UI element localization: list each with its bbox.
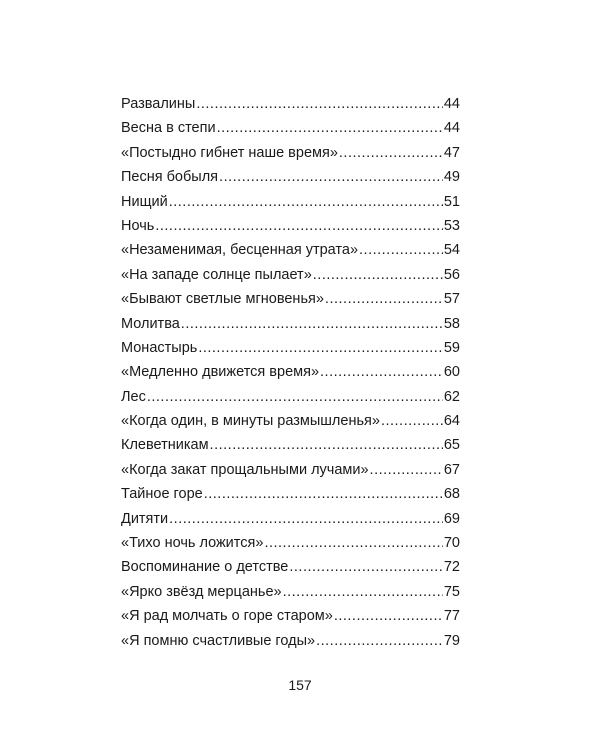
toc-entry — [121, 482, 460, 506]
toc-entry-title: Тайное горе — [121, 486, 203, 503]
toc-dot-leader — [196, 92, 443, 116]
toc-dot-leader — [381, 409, 443, 433]
toc-entry-page: 77 — [443, 608, 460, 625]
toc-entry-title: Лес — [121, 388, 146, 405]
toc-entry-page: 68 — [443, 486, 460, 503]
toc-dot-leader — [316, 629, 443, 653]
toc-dot-leader — [147, 385, 443, 409]
toc-entry-title: Нищий — [121, 193, 168, 210]
table-of-contents — [121, 92, 460, 653]
toc-entry-page: 69 — [443, 510, 460, 527]
toc-entry — [121, 629, 460, 653]
toc-entry — [121, 458, 460, 482]
toc-dot-leader — [198, 336, 443, 360]
toc-entry — [121, 214, 460, 238]
toc-entry — [121, 409, 460, 433]
toc-entry-page: 57 — [443, 291, 460, 308]
toc-dot-leader — [283, 580, 443, 604]
toc-entry — [121, 360, 460, 384]
toc-entry-title: «Когда закат прощальными лучами» — [121, 461, 369, 478]
toc-dot-leader — [219, 165, 443, 189]
toc-entry-title: «На западе солнце пылает» — [121, 266, 312, 283]
toc-entry-page: 64 — [443, 413, 460, 430]
toc-entry-title: Монастырь — [121, 339, 198, 356]
toc-entry-page: 60 — [443, 364, 460, 381]
toc-entry-page: 51 — [443, 193, 460, 210]
toc-dot-leader — [339, 141, 443, 165]
toc-entry — [121, 580, 460, 604]
toc-entry-title: «Тихо ночь ложится» — [121, 535, 264, 552]
toc-entry-title: Развалины — [121, 96, 196, 112]
toc-entry-page: 47 — [443, 144, 460, 161]
toc-dot-leader — [264, 531, 442, 555]
toc-entry-page: 67 — [443, 461, 460, 478]
toc-entry — [121, 116, 460, 140]
toc-entry — [121, 604, 460, 628]
page-number: 157 — [288, 677, 312, 693]
toc-dot-leader — [217, 116, 443, 140]
toc-entry — [121, 531, 460, 555]
toc-dot-leader — [204, 482, 443, 506]
toc-entry-page: 49 — [443, 169, 460, 186]
toc-entry — [121, 165, 460, 189]
toc-entry-title: Весна в степи — [121, 120, 216, 137]
toc-entry-page: 79 — [443, 632, 460, 649]
toc-dot-leader — [210, 433, 443, 457]
toc-entry — [121, 263, 460, 287]
toc-entry-title: Молитва — [121, 315, 180, 332]
toc-dot-leader — [289, 555, 443, 579]
toc-entry — [121, 190, 460, 214]
toc-entry — [121, 92, 460, 116]
toc-entry-title: «Когда один, в минуты размышленья» — [121, 413, 380, 430]
toc-dot-leader — [181, 312, 443, 336]
toc-entry-title: «Я рад молчать о горе старом» — [121, 608, 333, 625]
toc-entry — [121, 555, 460, 579]
toc-entry-page: 56 — [443, 266, 460, 283]
toc-dot-leader — [169, 190, 443, 214]
toc-entry — [121, 141, 460, 165]
toc-entry — [121, 336, 460, 360]
toc-entry — [121, 433, 460, 457]
toc-dot-leader — [155, 214, 443, 238]
toc-entry-title: «Медленно движется время» — [121, 364, 320, 381]
toc-entry — [121, 385, 460, 409]
toc-entry-title: Клеветникам — [121, 437, 209, 454]
toc-entry — [121, 287, 460, 311]
toc-entry-title: «Ярко звёзд мерцанье» — [121, 583, 282, 600]
toc-entry-page: 53 — [443, 217, 460, 234]
toc-entry-title: «Бывают светлые мгновенья» — [121, 291, 324, 308]
toc-dot-leader — [370, 458, 443, 482]
toc-entry-page: 62 — [443, 388, 460, 405]
toc-entry-title: «Постыдно гибнет наше время» — [121, 144, 338, 161]
toc-entry-page: 44 — [443, 96, 460, 112]
toc-dot-leader — [320, 360, 443, 384]
toc-entry-page: 58 — [443, 315, 460, 332]
toc-entry-title: Воспоминание о детстве — [121, 559, 289, 576]
toc-entry-page: 54 — [443, 242, 460, 259]
toc-dot-leader — [334, 604, 443, 628]
toc-entry-page: 75 — [443, 583, 460, 600]
toc-dot-leader — [325, 287, 443, 311]
toc-entry — [121, 312, 460, 336]
toc-entry-title: «Незаменимая, бесценная утрата» — [121, 242, 359, 259]
toc-dot-leader — [169, 507, 443, 531]
toc-entry-title: Песня бобыля — [121, 169, 219, 186]
toc-entry — [121, 238, 460, 262]
toc-dot-leader — [313, 263, 443, 287]
toc-dot-leader — [359, 238, 443, 262]
toc-entry-page: 70 — [443, 535, 460, 552]
toc-entry — [121, 507, 460, 531]
toc-entry-page: 59 — [443, 339, 460, 356]
toc-entry-title: Ночь — [121, 217, 155, 234]
toc-entry-page: 65 — [443, 437, 460, 454]
toc-entry-title: «Я помню счастливые годы» — [121, 632, 316, 649]
toc-entry-page: 72 — [443, 559, 460, 576]
toc-entry-title: Дитяти — [121, 510, 169, 527]
toc-entry-page: 44 — [443, 120, 460, 137]
